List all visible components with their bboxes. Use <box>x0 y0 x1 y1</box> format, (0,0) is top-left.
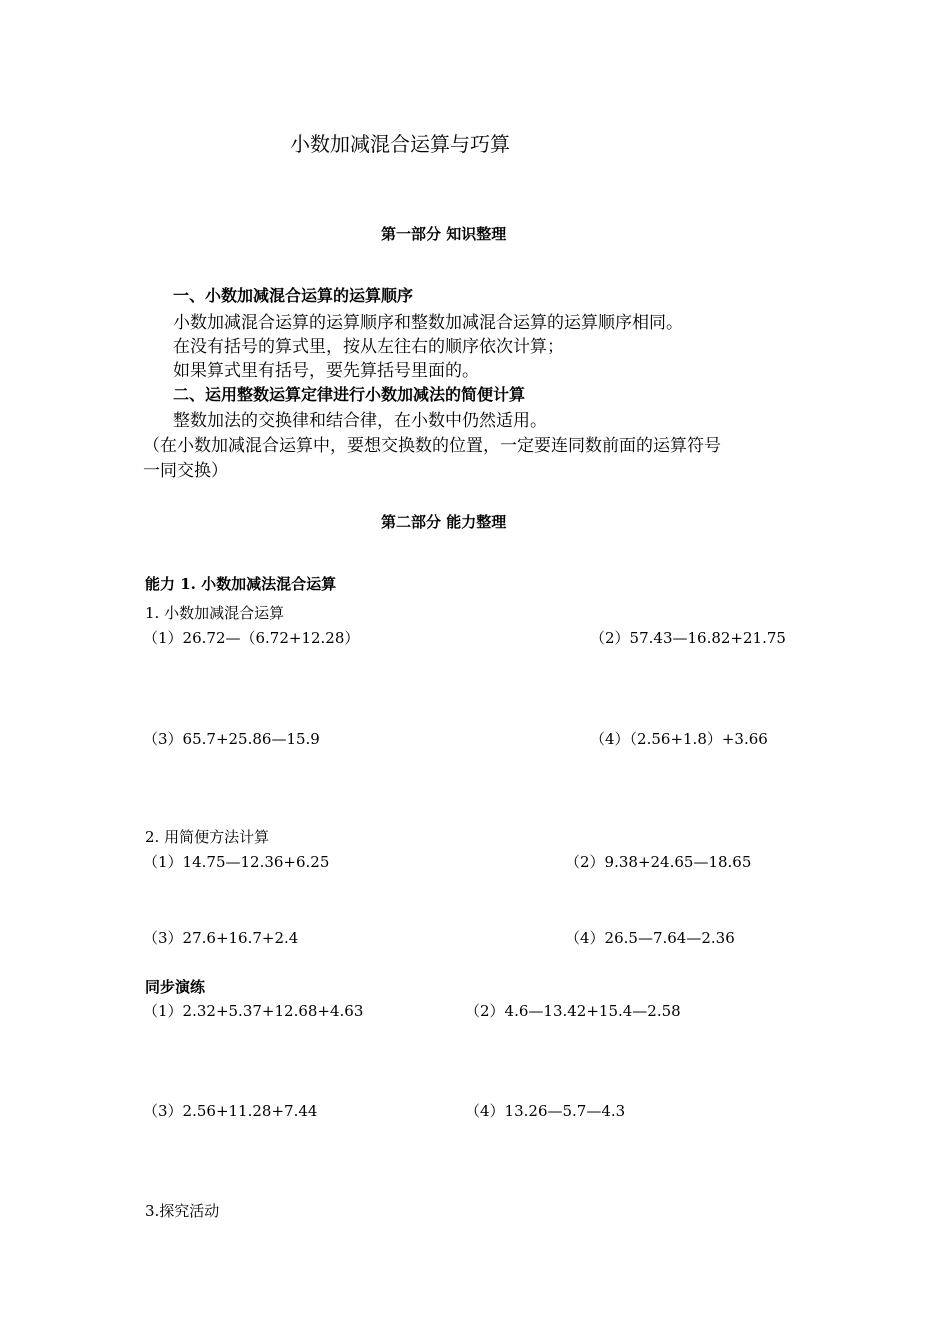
q1-item-1: （1）26.72—（6.72+12.28） <box>143 629 360 647</box>
practice-item-3: （3）2.56+11.28+7.44 <box>143 1102 318 1120</box>
page-title: 小数加减混合运算与巧算 <box>290 132 510 156</box>
section1-heading: 一、小数加减混合运算的运算顺序 <box>173 286 414 305</box>
q2-item-2: （2）9.38+24.65—18.65 <box>565 853 752 871</box>
ability1-heading: 能力 1. 小数加减法混合运算 <box>145 575 337 593</box>
part2-heading: 第二部分 能力整理 <box>381 513 507 531</box>
note-line-2: 一同交换） <box>143 461 228 481</box>
note-line-1: （在小数加减混合运算中，要想交换数的位置，一定要连同数前面的运算符号 <box>143 436 721 456</box>
q1-item-2: （2）57.43—16.82+21.75 <box>590 629 786 647</box>
section1-line-1: 小数加减混合运算的运算顺序和整数加减混合运算的运算顺序相同。 <box>173 313 683 333</box>
q2-item-3: （3）27.6+16.7+2.4 <box>143 929 299 947</box>
part1-heading: 第一部分 知识整理 <box>381 225 507 243</box>
q2-item-4: （4）26.5—7.64—2.36 <box>565 929 735 947</box>
q3-label: 3.探究活动 <box>145 1202 220 1220</box>
practice-item-1: （1）2.32+5.37+12.68+4.63 <box>143 1002 364 1020</box>
q2-item-1: （1）14.75—12.36+6.25 <box>143 853 330 871</box>
q1-item-3: （3）65.7+25.86—15.9 <box>143 730 320 748</box>
practice-item-4: （4）13.26—5.7—4.3 <box>465 1102 626 1120</box>
section1-line-3: 如果算式里有括号，要先算括号里面的。 <box>173 361 479 381</box>
section2-line: 整数加法的交换律和结合律，在小数中仍然适用。 <box>173 411 547 431</box>
section2-heading: 二、运用整数运算定律进行小数加减法的简便计算 <box>173 385 526 404</box>
practice-heading: 同步演练 <box>145 978 206 996</box>
q2-label: 2. 用简便方法计算 <box>145 828 270 846</box>
section1-line-2: 在没有括号的算式里，按从左往右的顺序依次计算； <box>173 337 564 357</box>
q1-label: 1. 小数加减混合运算 <box>145 604 285 622</box>
practice-item-2: （2）4.6—13.42+15.4—2.58 <box>465 1002 681 1020</box>
q1-item-4: （4）（2.56+1.8）+3.66 <box>590 730 768 748</box>
